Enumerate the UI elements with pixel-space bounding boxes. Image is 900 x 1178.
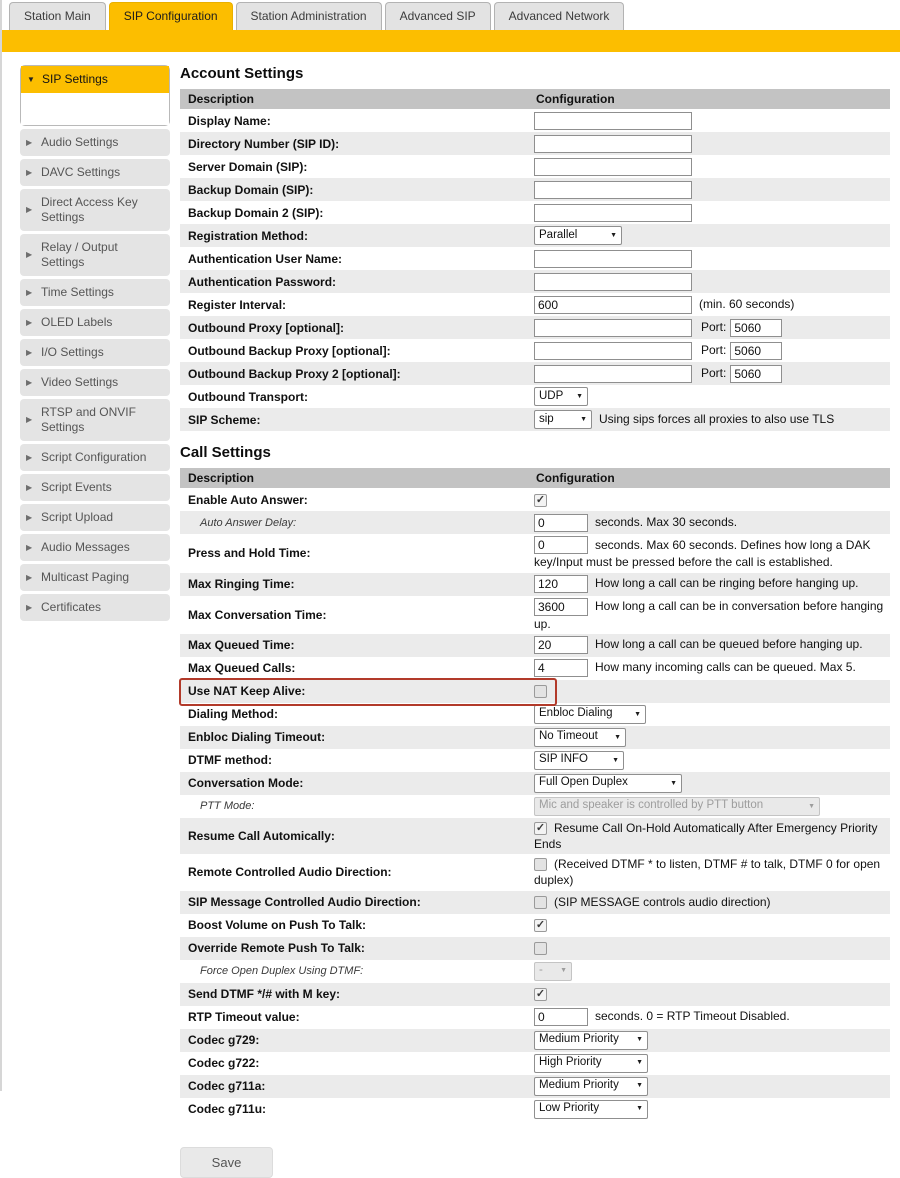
row-config — [534, 1029, 890, 1052]
selected-option-label: Full Open Duplex — [539, 776, 628, 789]
max-queued-time-input[interactable] — [534, 636, 588, 654]
outbound-proxy-optional-port-input[interactable] — [730, 319, 782, 337]
sidebar-item-direct-access-key-settings[interactable] — [20, 189, 170, 231]
row-auto-answer-delay — [180, 511, 890, 534]
row-config — [534, 317, 890, 339]
row-conversation-mode — [180, 772, 890, 795]
row-config — [534, 156, 890, 178]
sidebar-item-label: SIP Settings — [42, 72, 108, 86]
sidebar-item-certificates[interactable] — [20, 594, 170, 621]
max-ringing-time-input[interactable] — [534, 575, 588, 593]
dropdown-arrow-icon: ▼ — [636, 1059, 643, 1067]
outbound-backup-proxy-2-optional-port-input[interactable] — [730, 365, 782, 383]
row-config — [534, 490, 890, 510]
row-label: Max Queued Time: — [188, 638, 295, 653]
outbound-proxy-optional-input[interactable] — [534, 319, 692, 337]
sidebar-item-davc-settings[interactable] — [20, 159, 170, 186]
enbloc-dialing-timeout-select[interactable] — [534, 728, 626, 747]
row-config — [534, 512, 890, 534]
row-label: Outbound Backup Proxy [optional]: — [188, 343, 391, 358]
row-max-queued-calls — [180, 657, 890, 680]
row-config — [534, 892, 890, 912]
table-header-row — [180, 89, 890, 109]
row-label: Enbloc Dialing Timeout: — [188, 730, 326, 745]
registration-method-select[interactable] — [534, 226, 622, 245]
row-label: Resume Call Automically: — [188, 828, 335, 843]
sidebar-item-script-events[interactable] — [20, 474, 170, 501]
row-label: Authentication Password: — [188, 274, 337, 289]
ptt-mode-select — [534, 797, 820, 816]
conversation-mode-select[interactable] — [534, 774, 682, 793]
row-register-interval — [180, 293, 890, 316]
chevron-right-icon: ▶ — [26, 452, 33, 462]
row-outbound-transport — [180, 385, 890, 408]
account-settings-table — [180, 89, 890, 431]
row-label: Use NAT Keep Alive: — [188, 684, 306, 699]
send-dtmf-with-m-key-checkbox[interactable]: ✓ — [535, 988, 546, 1001]
sidebar-item-label: Direct Access Key Settings — [41, 195, 138, 224]
backup-domain-2-sip-input[interactable] — [534, 204, 692, 222]
row-config — [534, 363, 890, 385]
port-label: Port: — [701, 342, 727, 357]
authentication-password-input[interactable] — [534, 273, 692, 291]
selected-option-label: sip — [539, 412, 554, 425]
row-outbound-proxy-optional — [180, 316, 890, 339]
sip-scheme-select[interactable] — [534, 410, 592, 429]
row-config — [534, 818, 890, 854]
row-label: Register Interval: — [188, 297, 287, 312]
row-config — [534, 248, 890, 270]
tab-sip-configuration[interactable]: SIP Configuration — [109, 2, 233, 30]
force-open-duplex-using-dtmf-select — [534, 962, 572, 981]
dropdown-arrow-icon: ▼ — [636, 1036, 643, 1044]
row-codec-g711a — [180, 1075, 890, 1098]
row-config — [534, 795, 890, 818]
account-settings-title: Account Settings — [180, 65, 304, 82]
row-config — [534, 385, 890, 408]
row-label: Remote Controlled Audio Direction: — [188, 865, 392, 880]
sidebar-item-label: Multicast Paging — [41, 570, 130, 584]
save-button[interactable]: Save — [180, 1147, 273, 1178]
chevron-right-icon: ▶ — [26, 167, 33, 177]
row-display-name — [180, 109, 890, 132]
sidebar-item-label: Certificates — [41, 600, 102, 614]
selected-option-label: Low Priority — [539, 1102, 600, 1115]
row-note: seconds. 0 = RTP Timeout Disabled. — [595, 1009, 790, 1024]
row-config — [534, 224, 890, 247]
sidebar-item-script-configuration[interactable] — [20, 444, 170, 471]
codec-g722-select[interactable] — [534, 1054, 648, 1073]
row-config — [534, 1006, 890, 1028]
row-config — [534, 854, 890, 890]
row-label: Press and Hold Time: — [188, 546, 311, 561]
table-header-row — [180, 468, 890, 488]
row-label: Directory Number (SIP ID): — [188, 136, 340, 151]
directory-number-sip-id-input[interactable] — [534, 135, 692, 153]
outbound-transport-select[interactable] — [534, 387, 588, 406]
row-config — [534, 408, 890, 431]
dropdown-arrow-icon: ▼ — [610, 231, 617, 239]
row-config — [534, 534, 890, 572]
row-note: How long a call can be queued before hanging up. — [595, 637, 863, 652]
register-interval-input[interactable] — [534, 296, 692, 314]
column-header-description: Description — [188, 471, 255, 486]
selected-option-label: - — [539, 964, 543, 977]
dialing-method-select[interactable] — [534, 705, 646, 724]
row-server-domain-sip — [180, 155, 890, 178]
row-config — [534, 110, 890, 132]
row-label: Boost Volume on Push To Talk: — [188, 918, 367, 932]
row-config — [534, 657, 890, 679]
row-config — [534, 202, 890, 224]
column-header-configuration: Configuration — [536, 471, 615, 486]
row-note: How many incoming calls can be queued. Max 5. — [595, 660, 856, 675]
row-label: Codec g711u: — [188, 1102, 267, 1116]
row-force-open-duplex-using-dtmf — [180, 960, 890, 983]
sidebar-expanded-panel — [21, 93, 169, 125]
row-label: RTP Timeout value: — [188, 1010, 300, 1024]
column-header-description: Description — [188, 92, 255, 107]
row-label: Display Name: — [188, 113, 271, 128]
row-backup-domain-2-sip — [180, 201, 890, 224]
row-config — [534, 915, 890, 935]
remote-controlled-audio-direction-checkbox[interactable] — [534, 858, 547, 871]
row-config — [534, 294, 890, 316]
tab-station-main[interactable]: Station Main — [9, 2, 106, 30]
codec-g711a-select[interactable] — [534, 1077, 648, 1096]
sidebar-item-audio-messages[interactable] — [20, 534, 170, 561]
chevron-right-icon: ▶ — [26, 137, 33, 147]
accent-band — [2, 30, 900, 52]
chevron-right-icon: ▶ — [26, 250, 33, 259]
row-max-queued-time — [180, 634, 890, 657]
row-authentication-user-name — [180, 247, 890, 270]
row-config — [534, 703, 890, 726]
row-override-remote-push-to-talk — [180, 937, 890, 960]
row-sip-message-controlled-audio-direction — [180, 891, 890, 914]
row-label: Max Ringing Time: — [188, 577, 295, 592]
codec-g729-select[interactable] — [534, 1031, 648, 1050]
dropdown-arrow-icon: ▼ — [670, 779, 677, 787]
sidebar-active-group — [20, 65, 170, 126]
row-dialing-method — [180, 703, 890, 726]
chevron-right-icon: ▶ — [26, 287, 33, 297]
codec-g711u-select[interactable] — [534, 1100, 648, 1119]
sidebar-item-label: Script Upload — [41, 510, 114, 524]
row-label: Authentication User Name: — [188, 251, 343, 266]
row-ptt-mode — [180, 795, 890, 818]
max-queued-calls-input[interactable] — [534, 659, 588, 677]
row-enable-auto-answer — [180, 488, 890, 511]
row-config — [534, 179, 890, 201]
sidebar-item-i-o-settings[interactable] — [20, 339, 170, 366]
row-sip-scheme — [180, 408, 890, 431]
chevron-right-icon: ▶ — [26, 347, 33, 357]
content-area — [2, 52, 900, 1178]
row-config — [534, 681, 890, 701]
row-label: PTT Mode: — [200, 800, 255, 813]
row-label: Outbound Backup Proxy 2 [optional]: — [188, 366, 401, 381]
outbound-backup-proxy-optional-port-input[interactable] — [730, 342, 782, 360]
row-label: Send DTMF */# with M key: — [188, 987, 341, 1001]
row-label: Server Domain (SIP): — [188, 159, 308, 174]
row-config — [534, 984, 890, 1004]
row-config — [534, 749, 890, 772]
sidebar-item-label: Script Configuration — [41, 450, 147, 464]
row-label: Force Open Duplex Using DTMF: — [200, 965, 364, 977]
call-settings-title: Call Settings — [180, 444, 271, 462]
sidebar-item-relay-output-settings[interactable] — [20, 234, 170, 276]
rtp-timeout-value-input[interactable] — [534, 1008, 588, 1026]
row-config — [534, 634, 890, 656]
row-label: SIP Message Controlled Audio Direction: — [188, 895, 421, 909]
row-label: Max Conversation Time: — [188, 607, 327, 622]
boost-volume-on-push-to-talk-checkbox[interactable]: ✓ — [535, 919, 546, 932]
sidebar-item-label: Relay / Output Settings — [41, 240, 118, 269]
row-label: Registration Method: — [188, 228, 308, 243]
row-backup-domain-sip — [180, 178, 890, 201]
sidebar-item-label: Audio Settings — [41, 135, 119, 149]
column-header-configuration: Configuration — [536, 92, 615, 106]
override-remote-push-to-talk-checkbox[interactable] — [534, 942, 547, 955]
row-label: Dialing Method: — [188, 707, 278, 722]
row-label: Outbound Proxy [optional]: — [188, 320, 344, 335]
sip-message-controlled-audio-direction-checkbox[interactable] — [534, 896, 547, 909]
sidebar-item-label: RTSP and ONVIF Settings — [41, 405, 136, 434]
row-config — [534, 596, 890, 634]
sidebar-item-rtsp-and-onvif-settings[interactable] — [20, 399, 170, 441]
selected-option-label: Parallel — [539, 228, 578, 241]
row-remote-controlled-audio-direction — [180, 854, 890, 890]
row-label: SIP Scheme: — [188, 412, 261, 427]
dropdown-arrow-icon: ▼ — [808, 802, 815, 810]
sidebar-item-multicast-paging[interactable] — [20, 564, 170, 591]
sidebar-item-label: Time Settings — [41, 285, 114, 299]
row-codec-g711u — [180, 1098, 890, 1121]
main-panel — [180, 65, 890, 1178]
row-note: How long a call can be in conversation before hanging up. — [534, 598, 884, 631]
sidebar-item-label: Script Events — [41, 480, 112, 494]
row-label: Override Remote Push To Talk: — [188, 941, 365, 955]
dropdown-arrow-icon: ▼ — [636, 1082, 643, 1090]
dropdown-arrow-icon: ▼ — [560, 967, 567, 975]
call-settings-table — [180, 468, 890, 1120]
row-label: Codec g729: — [188, 1033, 260, 1047]
row-note: Resume Call On-Hold Automatically After Emergency Priority Ends — [534, 820, 878, 851]
row-press-and-hold-time — [180, 534, 890, 572]
selected-option-label: SIP INFO — [539, 753, 588, 766]
row-config — [534, 1075, 890, 1098]
tab-advanced-sip[interactable]: Advanced SIP — [385, 2, 491, 30]
row-config — [534, 271, 890, 293]
row-max-conversation-time — [180, 596, 890, 634]
chevron-down-icon: ▼ — [27, 74, 35, 84]
use-nat-keep-alive-checkbox[interactable] — [534, 685, 547, 698]
tab-advanced-network[interactable]: Advanced Network — [494, 2, 625, 30]
selected-option-label: Enbloc Dialing — [539, 707, 613, 720]
row-config — [534, 1098, 890, 1121]
row-note: seconds. Max 60 seconds. Defines how long a DAK key/Input must be pressed before the call is established. — [534, 537, 871, 570]
chevron-right-icon: ▶ — [26, 542, 33, 552]
top-tab-bar — [2, 0, 900, 30]
authentication-user-name-input[interactable] — [534, 250, 692, 268]
sidebar-item-label: Video Settings — [41, 375, 119, 389]
selected-option-label: Mic and speaker is controlled by PTT button — [539, 799, 764, 812]
outbound-backup-proxy-optional-input[interactable] — [534, 342, 692, 360]
row-send-dtmf-with-m-key — [180, 983, 890, 1006]
row-config — [534, 726, 890, 749]
auto-answer-delay-input[interactable] — [534, 514, 588, 532]
row-config — [534, 960, 890, 983]
row-label: Auto Answer Delay: — [200, 516, 297, 529]
row-directory-number-sip-id — [180, 132, 890, 155]
selected-option-label: No Timeout — [539, 730, 598, 743]
row-label: Outbound Transport: — [188, 389, 308, 404]
sidebar-item-video-settings[interactable] — [20, 369, 170, 396]
row-label: Backup Domain (SIP): — [188, 182, 314, 197]
row-resume-call-automically — [180, 818, 890, 854]
row-config — [534, 772, 890, 795]
dropdown-arrow-icon: ▼ — [580, 415, 587, 423]
row-max-ringing-time — [180, 573, 890, 596]
sidebar-item-label: OLED Labels — [41, 315, 113, 329]
row-enbloc-dialing-timeout — [180, 726, 890, 749]
sidebar-item-audio-settings[interactable] — [20, 129, 170, 156]
chevron-right-icon: ▶ — [26, 415, 33, 424]
backup-domain-sip-input[interactable] — [534, 181, 692, 199]
press-and-hold-time-input[interactable] — [534, 536, 588, 554]
row-registration-method — [180, 224, 890, 247]
selected-option-label: High Priority — [539, 1056, 602, 1069]
row-note: (SIP MESSAGE controls audio direction) — [554, 894, 771, 909]
chevron-right-icon: ▶ — [26, 512, 33, 522]
row-boost-volume-on-push-to-talk — [180, 914, 890, 937]
chevron-right-icon: ▶ — [26, 377, 33, 387]
dropdown-arrow-icon: ▼ — [576, 392, 583, 400]
max-conversation-time-input[interactable] — [534, 598, 588, 616]
row-use-nat-keep-alive — [180, 680, 890, 703]
row-label: Codec g711a: — [188, 1079, 266, 1093]
port-label: Port: — [701, 365, 727, 380]
selected-option-label: Medium Priority — [539, 1033, 619, 1046]
resume-call-automically-checkbox[interactable]: ✓ — [535, 822, 546, 835]
row-outbound-backup-proxy-2-optional — [180, 362, 890, 385]
dtmf-method-select[interactable] — [534, 751, 624, 770]
row-label: Conversation Mode: — [188, 776, 304, 791]
sidebar-item-label: Audio Messages — [41, 540, 130, 554]
sidebar-item-label: DAVC Settings — [41, 165, 121, 179]
dropdown-arrow-icon: ▼ — [634, 710, 641, 718]
sidebar-item-sip-settings[interactable] — [21, 66, 169, 93]
row-config — [534, 133, 890, 155]
row-config — [534, 1052, 890, 1075]
chevron-right-icon: ▶ — [26, 572, 33, 582]
row-authentication-password — [180, 270, 890, 293]
dropdown-arrow-icon: ▼ — [612, 756, 619, 764]
server-domain-sip-input[interactable] — [534, 158, 692, 176]
sidebar-item-time-settings[interactable] — [20, 279, 170, 306]
dropdown-arrow-icon: ▼ — [636, 1105, 643, 1113]
row-note: How long a call can be ringing before hanging up. — [595, 576, 859, 591]
chevron-right-icon: ▶ — [26, 482, 33, 492]
selected-option-label: UDP — [539, 389, 564, 402]
row-rtp-timeout-value — [180, 1006, 890, 1029]
row-note: Using sips forces all proxies to also use TLS — [599, 411, 835, 426]
display-name-input[interactable] — [534, 112, 692, 130]
tab-station-administration[interactable]: Station Administration — [236, 2, 382, 30]
row-note: (Received DTMF * to listen, DTMF # to talk, DTMF 0 for open duplex) — [534, 857, 881, 888]
row-config — [534, 573, 890, 595]
chevron-right-icon: ▶ — [26, 205, 33, 214]
row-label: Enable Auto Answer: — [188, 492, 308, 507]
chevron-right-icon: ▶ — [26, 317, 33, 327]
outbound-backup-proxy-2-optional-input[interactable] — [534, 365, 692, 383]
chevron-right-icon: ▶ — [26, 602, 33, 612]
sidebar-item-label: I/O Settings — [41, 345, 104, 359]
dropdown-arrow-icon: ▼ — [614, 733, 621, 741]
sidebar-item-script-upload[interactable] — [20, 504, 170, 531]
row-dtmf-method — [180, 749, 890, 772]
selected-option-label: Medium Priority — [539, 1079, 619, 1092]
row-config — [534, 938, 890, 958]
row-note: seconds. Max 30 seconds. — [595, 515, 738, 530]
row-codec-g722 — [180, 1052, 890, 1075]
port-label: Port: — [701, 319, 727, 334]
sidebar-item-oled-labels[interactable] — [20, 309, 170, 336]
row-config — [534, 340, 890, 362]
row-note: (min. 60 seconds) — [699, 296, 795, 311]
row-label: Codec g722: — [188, 1056, 260, 1070]
row-codec-g729 — [180, 1029, 890, 1052]
row-label: DTMF method: — [188, 753, 272, 768]
row-label: Max Queued Calls: — [188, 661, 296, 676]
settings-sidebar — [20, 65, 170, 1178]
row-outbound-backup-proxy-optional — [180, 339, 890, 362]
row-label: Backup Domain 2 (SIP): — [188, 205, 324, 220]
enable-auto-answer-checkbox[interactable]: ✓ — [535, 494, 546, 507]
